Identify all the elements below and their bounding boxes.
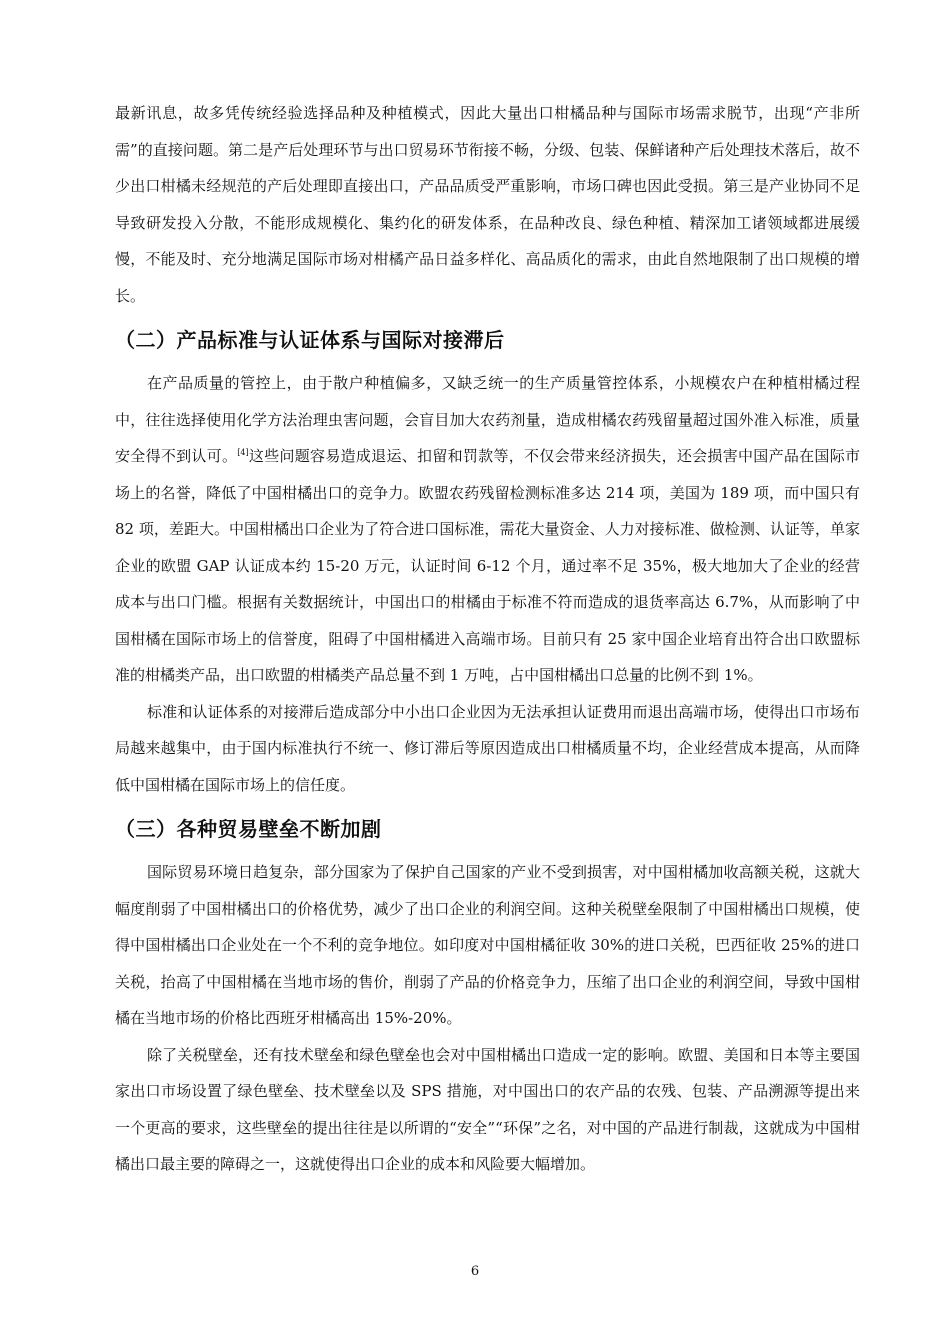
paragraph-quality-control [115, 365, 860, 694]
paragraph-technical-barriers: 除了关税壁垒，还有技术壁垒和绿色壁垒也会对中国柑橘出口造成一定的影响。欧盟、美国和日本等主要国家出口市场设置了绿色壁垒、技术壁垒以及 SPS 措施，对中国出口的农产品的农残、包装、产品溯源等提出来一个更高的要求，这些壁垒的提出往往是以所谓的“安全”“环保”之名，对中国的产品进行制裁，这就成为中国柑橘出口最主要的障碍之一，这就使得出口企业的成本和风险要大幅增加。 [115, 1045, 860, 1173]
section-heading-two: （二）产品标准与认证体系与国际对接滞后 [115, 328, 505, 352]
paragraph-continued: 最新讯息，故多凭传统经验选择品种及种植模式，因此大量出口柑橘品种与国际市场需求脱节，出现“产非所需”的直接问题。第二是产后处理环节与出口贸易环节衔接不畅，分级、包装、保鲜诸种产后处理技术落后，故不少出口柑橘未经规范的产后处理即直接出口，产品品质受严重影响，市场口碑也因此受损。第三是产业协同不足导致研发投入分散，不能形成规模化、集约化的研发体系，在品种改良、绿色种植、精深加工诸领域都进展缓慢，不能及时、充分地满足国际市场对柑橘产品日益多样化、高品质化的需求，由此自然地限制了出口规模的增长。 [115, 104, 860, 305]
paragraph-trade-environment: 国际贸易环境日趋复杂，部分国家为了保护自己国家的产业不受到损害，对中国柑橘加收高额关税，这就大幅度削弱了中国柑橘出口的价格优势，减少了出口企业的利润空间。这种关税壁垒限制了中国柑橘出口规模，使得中国柑橘出口企业处在一个不利的竞争地位。如印度对中国柑橘征收 30%的进口关税，巴西征收 25%的进口关税，抬高了中国柑橘在当地市场的售价，削弱了产品的价格竞争力，压缩了出口企业的利润空间，导致中国柑橘在当地市场的价格比西班牙柑橘高出 15%-20%。 [115, 863, 860, 1027]
page-number: 6 [470, 1264, 480, 1279]
citation-reference[interactable]: [4] [237, 448, 249, 457]
section-heading-three: （三）各种贸易壁垒不断加剧 [115, 817, 382, 841]
document-body [115, 95, 860, 1183]
paragraph-standards-lag: 标准和认证体系的对接滞后造成部分中小出口企业因为无法承担认证费用而退出高端市场，使得出口市场布局越来越集中，由于国内标准执行不统一、修订滞后等原因造成出口柑橘质量不均，企业经营成本提高，从而降低中国柑橘在国际市场上的信任度。 [115, 702, 860, 794]
paragraph-quality-control-part-1: 在产品质量的管控上，由于散户种植偏多，又缺乏统一的生产质量管控体系，小规模农户在种植柑橘过程中，往往选择使用化学方法治理虫害问题，会盲目加大农药剂量，造成柑橘农药残留量超过国外准入标准，质量安全得不到认可。 [115, 374, 860, 465]
paragraph-quality-control-part-2: 这些问题容易造成退运、扣留和罚款等，不仅会带来经济损失，还会损害中国产品在国际市场上的名誉，降低了中国柑橘出口的竞争力。欧盟农药残留检测标准多达 214 项，美国为 189 项，而中国只有 82 项，差距大。中国柑橘出口企业为了符合进口国标准，需花大量资金、人力对接标准、做检测、认证等，单家企业的欧盟 GAP 认证成本约 15-20 万元，认证时间 6-12 个月，通过率不足 35%，极大地加大了企业的经营成本与出口门槛。根据有关数据统计，中国出口的柑橘由于标准不符而造成的退货率高达 6.7%，从而影响了中国柑橘在国际市场上的信誉度，阻碍了中国柑橘进入高端市场。目前只有 25 家中国企业培育出符合出口欧盟标准的柑橘类产品，出口欧盟的柑橘类产品总量不到 1 万吨，占中国柑橘出口总量的比例不到 1%。 [115, 447, 860, 684]
